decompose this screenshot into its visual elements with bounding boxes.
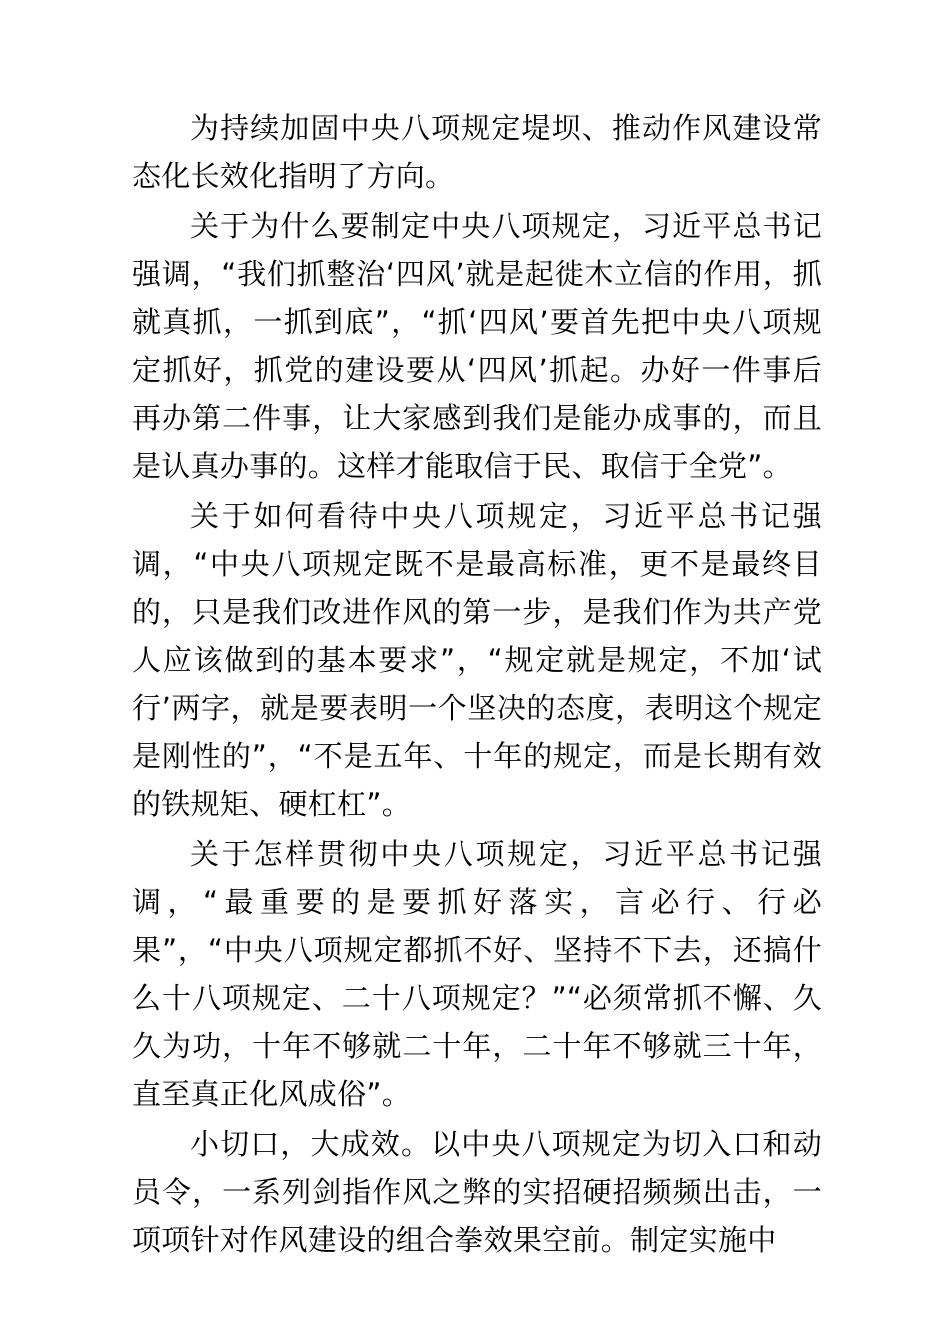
paragraph: 关于怎样贯彻中央八项规定，习近平总书记强调，“最重要的是要抓好落实，言必行、行必果”，“中央八项规定都抓不好、坚持不下去，还搞什么十八项规定、二十八项规定？”“必须常抓不懈、久久为功，十年不够就二十年，二十年不够就三十年，直至真正化风成俗”。 xyxy=(132,837,822,1111)
paragraph: 关于为什么要制定中央八项规定，习近平总书记强调，“我们抓整治‘四风’就是起徙木立信的作用，抓就真抓，一抓到底”，“抓‘四风’要首先把中央八项规定抓好，抓党的建设要从‘四风’抓起。办好一件事后再办第二件事，让大家感到我们是能办成事的，而且是认真办事的。这样才能取信于民、取信于全党”。 xyxy=(132,209,822,483)
paragraph: 为持续加固中央八项规定堤坝、推动作风建设常态化长效化指明了方向。 xyxy=(132,111,822,193)
paragraph: 小切口，大成效。以中央八项规定为切入口和动员令，一系列剑指作风之弊的实招硬招频频出击，一项项针对作风建设的组合拳效果空前。制定实施中 xyxy=(132,1127,822,1257)
document-body xyxy=(132,104,822,1264)
paragraph: 关于如何看待中央八项规定，习近平总书记强调，“中央八项规定既不是最高标准，更不是最终目的，只是我们改进作风的第一步，是我们作为共产党人应该做到的基本要求”，“规定就是规定，不加‘试行’两字，就是要表明一个坚决的态度，表明这个规定是刚性的”，“不是五年、十年的规定，而是长期有效的铁规矩、硬杠杠”。 xyxy=(132,499,822,821)
